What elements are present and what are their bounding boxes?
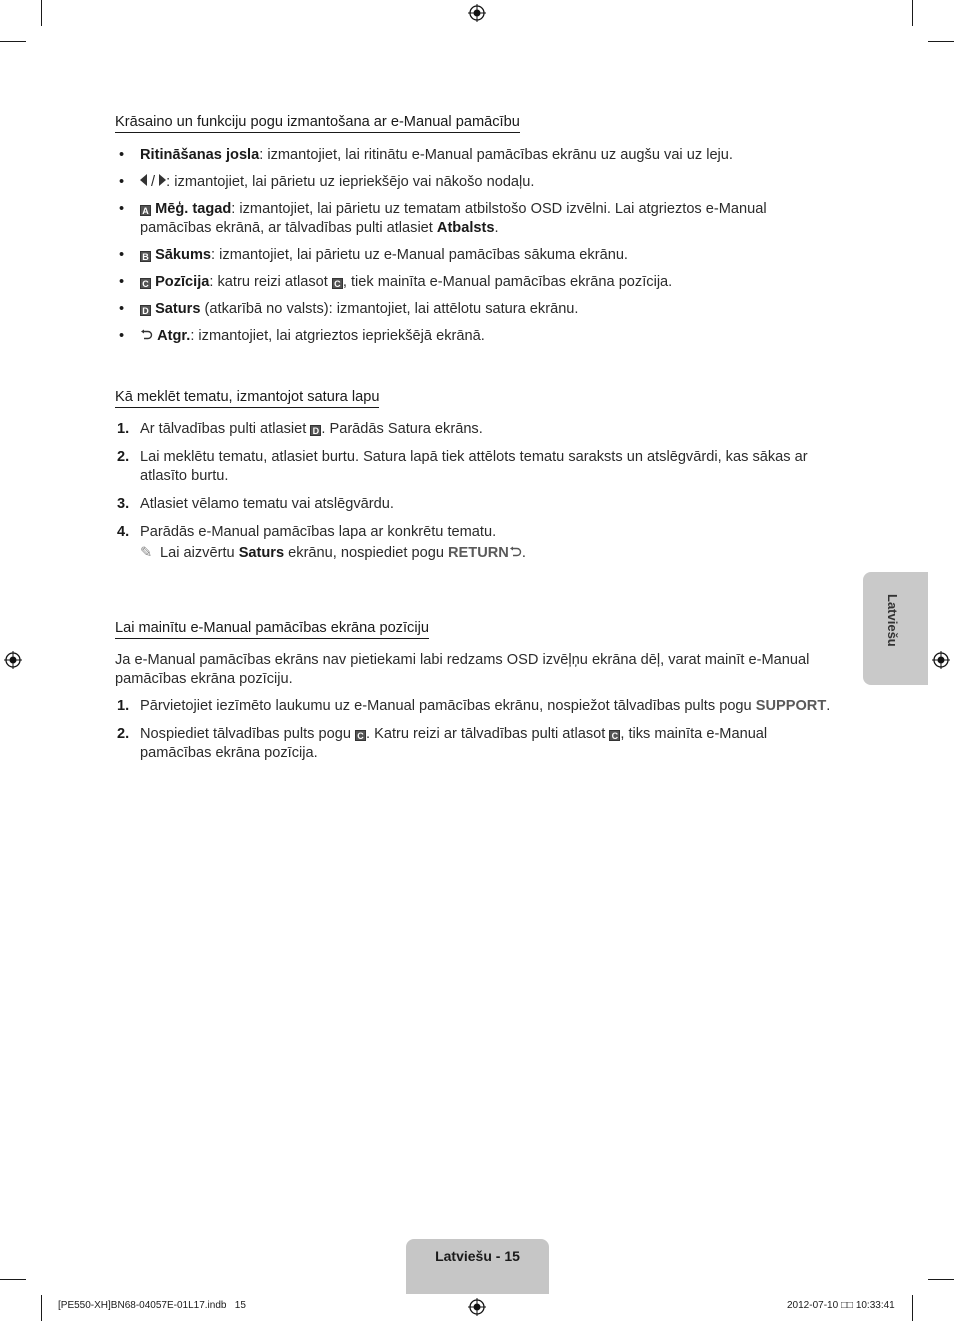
crop-mark	[928, 1279, 954, 1280]
list-item	[115, 448, 840, 486]
description: : izmantojiet, lai ritinātu e-Manual pamācības ekrānu uz augšu vai uz leju.	[259, 147, 733, 163]
arrow-left-icon	[140, 174, 147, 186]
key-c-icon: C	[609, 730, 620, 741]
list-item	[115, 725, 840, 763]
list-item	[115, 300, 840, 319]
return-icon	[140, 329, 153, 342]
description: : izmantojiet, lai pārietu uz iepriekšējo vai nākošo nodaļu.	[166, 174, 535, 190]
key-a-icon: A	[140, 205, 151, 216]
key-d-icon: D	[140, 305, 151, 316]
list-item	[115, 200, 840, 238]
crop-mark	[912, 0, 913, 26]
term: Mēģ. tagad	[155, 201, 232, 217]
term: Atgr.	[157, 328, 191, 344]
return-button-label: RETURN	[448, 545, 509, 561]
section-change-position	[115, 620, 840, 772]
key-c-icon: C	[332, 278, 343, 289]
step-text: Lai meklētu tematu, atlasiet burtu. Satura lapā tiek attēlots tematu saraksts un atslēgvārdi, kas sākas ar atlasīto burtu.	[140, 449, 808, 484]
term: Sākums	[155, 247, 212, 263]
term: Saturs	[155, 301, 201, 317]
crop-mark	[41, 0, 42, 26]
description-end: .	[494, 220, 499, 236]
step-text: Atlasiet vēlamo tematu vai atslēgvārdu.	[140, 496, 394, 512]
step-text-mid: . Katru reizi ar tālvadības pulti atlasot	[366, 726, 610, 742]
crop-mark	[912, 1295, 913, 1321]
list-item	[115, 273, 840, 292]
crop-mark	[0, 1279, 26, 1280]
language-tab	[863, 572, 928, 685]
registration-mark-icon	[932, 651, 950, 669]
step-list	[115, 697, 840, 763]
step-number: 1.	[117, 421, 130, 437]
footer-timestamp	[787, 1300, 895, 1311]
step-text-end: .	[826, 698, 831, 714]
section-search-topic	[115, 389, 840, 567]
paragraph: Ja e-Manual pamācības ekrāns nav pietiekami labi redzams OSD izvēļņu ekrāna dēļ, varat mainīt e-Manual pamācības ekrāna pozīciju.	[115, 652, 810, 687]
page-number-label: Latviešu - 15	[435, 1248, 520, 1264]
list-item	[115, 495, 840, 514]
term: Ritināšanas josla	[140, 147, 260, 163]
term: Pozīcija	[155, 274, 210, 290]
step-number: 3.	[117, 496, 130, 512]
footer-time: 10:33:41	[855, 1300, 895, 1311]
step-list	[115, 420, 840, 563]
return-icon	[509, 546, 522, 559]
step-text-end: . Parādās Satura ekrāns.	[321, 421, 483, 437]
step-number: 2.	[117, 726, 130, 742]
description-end: , tiek mainīta e-Manual pamācības ekrāna pozīcija.	[342, 274, 673, 290]
note	[140, 544, 840, 563]
registration-mark-icon	[468, 1298, 486, 1316]
key-c-icon: C	[355, 730, 366, 741]
list-item	[115, 523, 840, 563]
description: (atkarībā no valsts): izmantojiet, lai attēlotu satura ekrānu.	[200, 301, 579, 317]
page-number-tab	[406, 1239, 549, 1294]
list-item	[115, 697, 840, 716]
registration-mark-icon	[468, 4, 486, 22]
separator: /	[147, 174, 160, 190]
support-button-label: SUPPORT	[755, 698, 827, 714]
step-number: 4.	[117, 524, 130, 540]
step-text: Ar tālvadības pulti atlasiet	[140, 421, 311, 437]
list-item	[115, 420, 840, 439]
list-item	[115, 146, 840, 165]
crop-mark	[0, 41, 26, 42]
crop-mark	[41, 1295, 42, 1321]
note-text: Lai aizvērtu	[160, 545, 239, 561]
section-title: Kā meklēt tematu, izmantojot satura lapu	[115, 389, 379, 408]
key-b-icon: B	[140, 251, 151, 262]
step-text: Nospiediet tālvadības pults pogu	[140, 726, 355, 742]
step-text: Parādās e-Manual pamācības lapa ar konkrētu tematu.	[140, 524, 497, 540]
note-text-mid: ekrānu, nospiediet pogu	[284, 545, 449, 561]
footer-date: 2012-07-10	[787, 1300, 839, 1311]
section-color-buttons	[115, 114, 840, 354]
step-text-end: , tiks mainīta e-Manual pamācības ekrāna pozīcija.	[140, 726, 768, 761]
note-text-end: .	[521, 545, 526, 561]
description: : izmantojiet, lai pārietu uz tematam atbilstošo OSD izvēlni. Lai atgrieztos e-Manual pamācības ekrānā, ar tālvadības pulti atlasiet	[140, 201, 767, 236]
footer-file-info: [PE550-XH]BN68-04057E-01L17.indb 15	[58, 1300, 246, 1311]
description: : katru reizi atlasot	[209, 274, 332, 290]
list-item	[115, 327, 840, 346]
footer-glyph: □□	[840, 1300, 854, 1311]
description: : izmantojiet, lai pārietu uz e-Manual pamācības sākuma ekrānu.	[211, 247, 628, 263]
note-term: Saturs	[238, 545, 285, 561]
pencil-icon: ✎	[140, 545, 153, 561]
language-tab-label: Latviešu	[885, 594, 900, 647]
section-title: Lai mainītu e-Manual pamācības ekrāna pozīciju	[115, 620, 429, 639]
step-number: 2.	[117, 449, 130, 465]
bullet-list	[115, 146, 840, 346]
list-item	[115, 246, 840, 265]
list-item	[115, 173, 840, 192]
registration-mark-icon	[4, 651, 22, 669]
key-d-icon: D	[310, 425, 321, 436]
description: : izmantojiet, lai atgrieztos iepriekšējā ekrānā.	[190, 328, 485, 344]
crop-mark	[928, 41, 954, 42]
step-number: 1.	[117, 698, 130, 714]
key-c-icon: C	[140, 278, 151, 289]
term-support: Atbalsts	[436, 220, 495, 236]
section-title: Krāsaino un funkciju pogu izmantošana ar e-Manual pamācību	[115, 114, 520, 133]
step-text: Pārvietojiet iezīmēto laukumu uz e-Manual pamācības ekrānu, nospiežot tālvadības pults pogu	[140, 698, 756, 714]
